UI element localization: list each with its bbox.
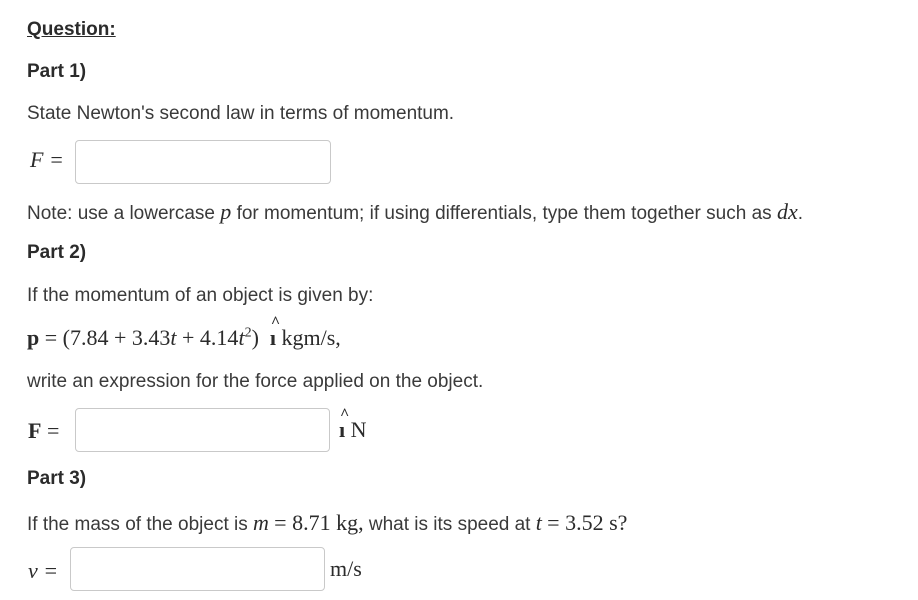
part3-answer-unit: m/s xyxy=(330,556,362,581)
part3-question xyxy=(27,510,627,536)
part3-text-2: what is its speed at xyxy=(368,514,531,535)
part2-answer-input[interactable] xyxy=(75,408,330,452)
force-symbol: F xyxy=(28,418,42,443)
part2-eq-sign: = xyxy=(46,418,60,443)
p-symbol: p xyxy=(27,325,40,350)
p-expr-mid: + 4.14 xyxy=(176,325,239,350)
part2-answer-unit xyxy=(339,417,367,443)
note-prefix: Note: use a lowercase xyxy=(27,203,215,224)
part3-answer-input[interactable] xyxy=(70,547,325,591)
part2-title: Part 2) xyxy=(27,242,87,263)
part3-text-1: If the mass of the object is xyxy=(27,514,248,535)
note-end: . xyxy=(797,203,803,224)
note-example-dx: dx xyxy=(776,199,798,224)
momentum-equation xyxy=(27,325,341,351)
part1-note xyxy=(27,199,803,225)
part2-given-text: If the momentum of an object is given by: xyxy=(27,285,374,306)
i-hat-unit-vector: ı ^ xyxy=(270,325,276,351)
mass-var: m xyxy=(253,510,269,535)
part1-lhs: F = xyxy=(30,147,64,172)
time-var: t xyxy=(535,510,542,535)
time-value: = 3.52 s? xyxy=(547,510,628,535)
part2-instruction: write an expression for the force applied on the object. xyxy=(27,371,484,392)
var-t-2: t xyxy=(238,325,245,350)
note-var-p: p xyxy=(220,199,232,224)
newton-unit: N xyxy=(350,417,367,442)
var-t-1: t xyxy=(170,325,177,350)
i-hat-answer: ı ^ xyxy=(339,417,345,443)
note-middle: for momentum; if using differentials, type them together such as xyxy=(236,203,772,224)
part1-prompt: State Newton's second law in terms of momentum. xyxy=(27,103,455,124)
p-expr-sq: 2 xyxy=(244,325,252,341)
part3-title: Part 3) xyxy=(27,468,87,489)
part2-lhs xyxy=(28,418,59,444)
part3-lhs: v = xyxy=(28,558,59,583)
part1-answer-input[interactable] xyxy=(75,140,331,184)
mass-value: = 8.71 kg, xyxy=(274,510,364,535)
p-expr-prefix: = (7.84 + 3.43 xyxy=(44,325,171,350)
question-heading: Question: xyxy=(27,19,116,40)
p-expr-close: ) xyxy=(251,325,259,350)
p-unit: kgm/s, xyxy=(281,325,341,350)
part1-title: Part 1) xyxy=(27,61,87,82)
